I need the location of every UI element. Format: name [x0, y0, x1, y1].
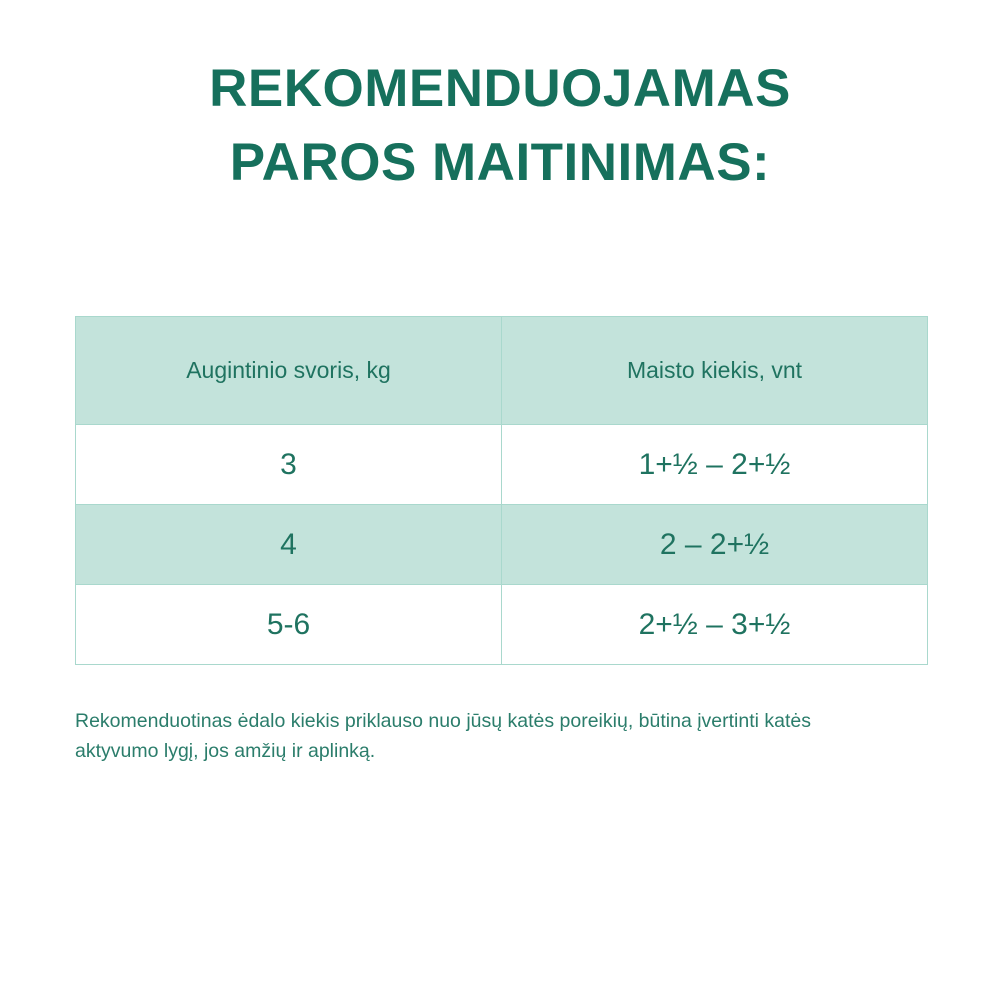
- feeding-table-wrapper: [75, 316, 925, 665]
- cell-weight: 4: [76, 505, 502, 585]
- table-header-row: [76, 317, 928, 425]
- table-row: [76, 585, 928, 665]
- page-title: [0, 0, 1000, 200]
- table-row: [76, 505, 928, 585]
- page-title-line-2: PAROS MAITINIMAS:: [229, 133, 771, 193]
- feeding-table: [75, 316, 928, 665]
- table-row: [76, 425, 928, 505]
- table-body: [76, 425, 928, 665]
- column-header-amount: Maisto kiekis, vnt: [502, 317, 928, 425]
- cell-weight: 5-6: [76, 585, 502, 665]
- cell-amount: 2+½ – 3+½: [502, 585, 928, 665]
- table-header: [76, 317, 928, 425]
- page-title-line-1: REKOMENDUOJAMAS: [209, 59, 791, 118]
- cell-amount: 2 – 2+½: [502, 505, 928, 585]
- feeding-note: Rekomenduotinas ėdalo kiekis priklauso nuo jūsų katės poreikių, būtina įvertinti katės aktyvumo lygį, jos amžių ir aplinką.: [75, 709, 811, 762]
- cell-weight: 3: [76, 425, 502, 505]
- column-header-weight: Augintinio svoris, kg: [76, 317, 502, 425]
- cell-amount: 1+½ – 2+½: [502, 425, 928, 505]
